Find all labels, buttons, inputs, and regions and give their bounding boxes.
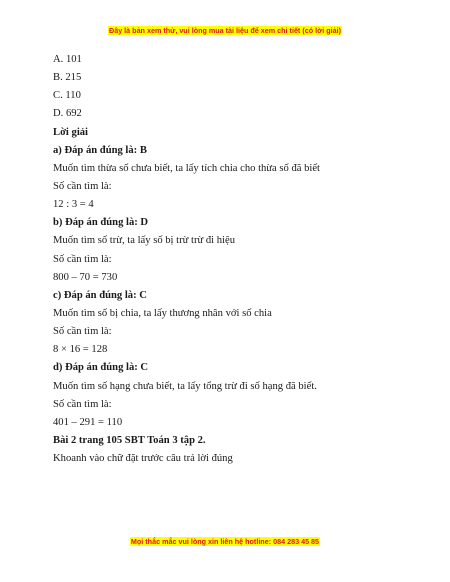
- solution-heading: Lời giải: [53, 126, 89, 138]
- document-body: [53, 51, 413, 468]
- exercise-instruction: Khoanh vào chữ đặt trước câu trả lời đúng: [53, 453, 233, 465]
- option-b: B. 215: [53, 72, 82, 84]
- answer-d-heading: d) Đáp án đúng là: C: [53, 362, 149, 374]
- answer-c-find: Số cần tìm là:: [53, 326, 112, 338]
- answer-b-calc: 800 – 70 = 730: [53, 271, 118, 283]
- answer-c-heading: c) Đáp án đúng là: C: [53, 289, 147, 301]
- answer-b-rule: Muốn tìm số trừ, ta lấy số bị trừ trừ đi hiệu: [53, 235, 236, 247]
- answer-d-rule: Muốn tìm số hạng chưa biết, ta lấy tổng trừ đi số hạng đã biết.: [53, 380, 317, 392]
- hotline-banner: [0, 537, 450, 546]
- answer-d-calc: 401 – 291 = 110: [53, 416, 123, 428]
- preview-banner: [0, 26, 450, 35]
- exercise-title: Bài 2 trang 105 SBT Toán 3 tập 2.: [53, 434, 206, 446]
- answer-d-find: Số cần tìm là:: [53, 398, 112, 410]
- option-d: D. 692: [53, 108, 82, 120]
- answer-c-rule: Muốn tìm số bị chia, ta lấy thương nhân với số chia: [53, 307, 272, 319]
- answer-a-find: Số cần tìm là:: [53, 180, 112, 192]
- answer-a-rule: Muốn tìm thừa số chưa biết, ta lấy tích chia cho thừa số đã biết: [53, 162, 320, 174]
- option-c: C. 110: [53, 90, 81, 102]
- hotline-banner-text: Mọi thắc mắc vui lòng xin liên hệ hotline: 084 283 45 85: [130, 537, 320, 546]
- option-a: A. 101: [53, 54, 82, 65]
- answer-a-calc: 12 : 3 = 4: [53, 199, 94, 211]
- preview-banner-text: Đây là bản xem thử, vui lòng mua tài liệu để xem chi tiết (có lời giải): [109, 26, 341, 35]
- answer-b-heading: b) Đáp án đúng là: D: [53, 217, 149, 229]
- answer-a-heading: a) Đáp án đúng là: B: [53, 144, 147, 156]
- answer-b-find: Số cần tìm là:: [53, 253, 112, 265]
- answer-c-calc: 8 × 16 = 128: [53, 344, 108, 356]
